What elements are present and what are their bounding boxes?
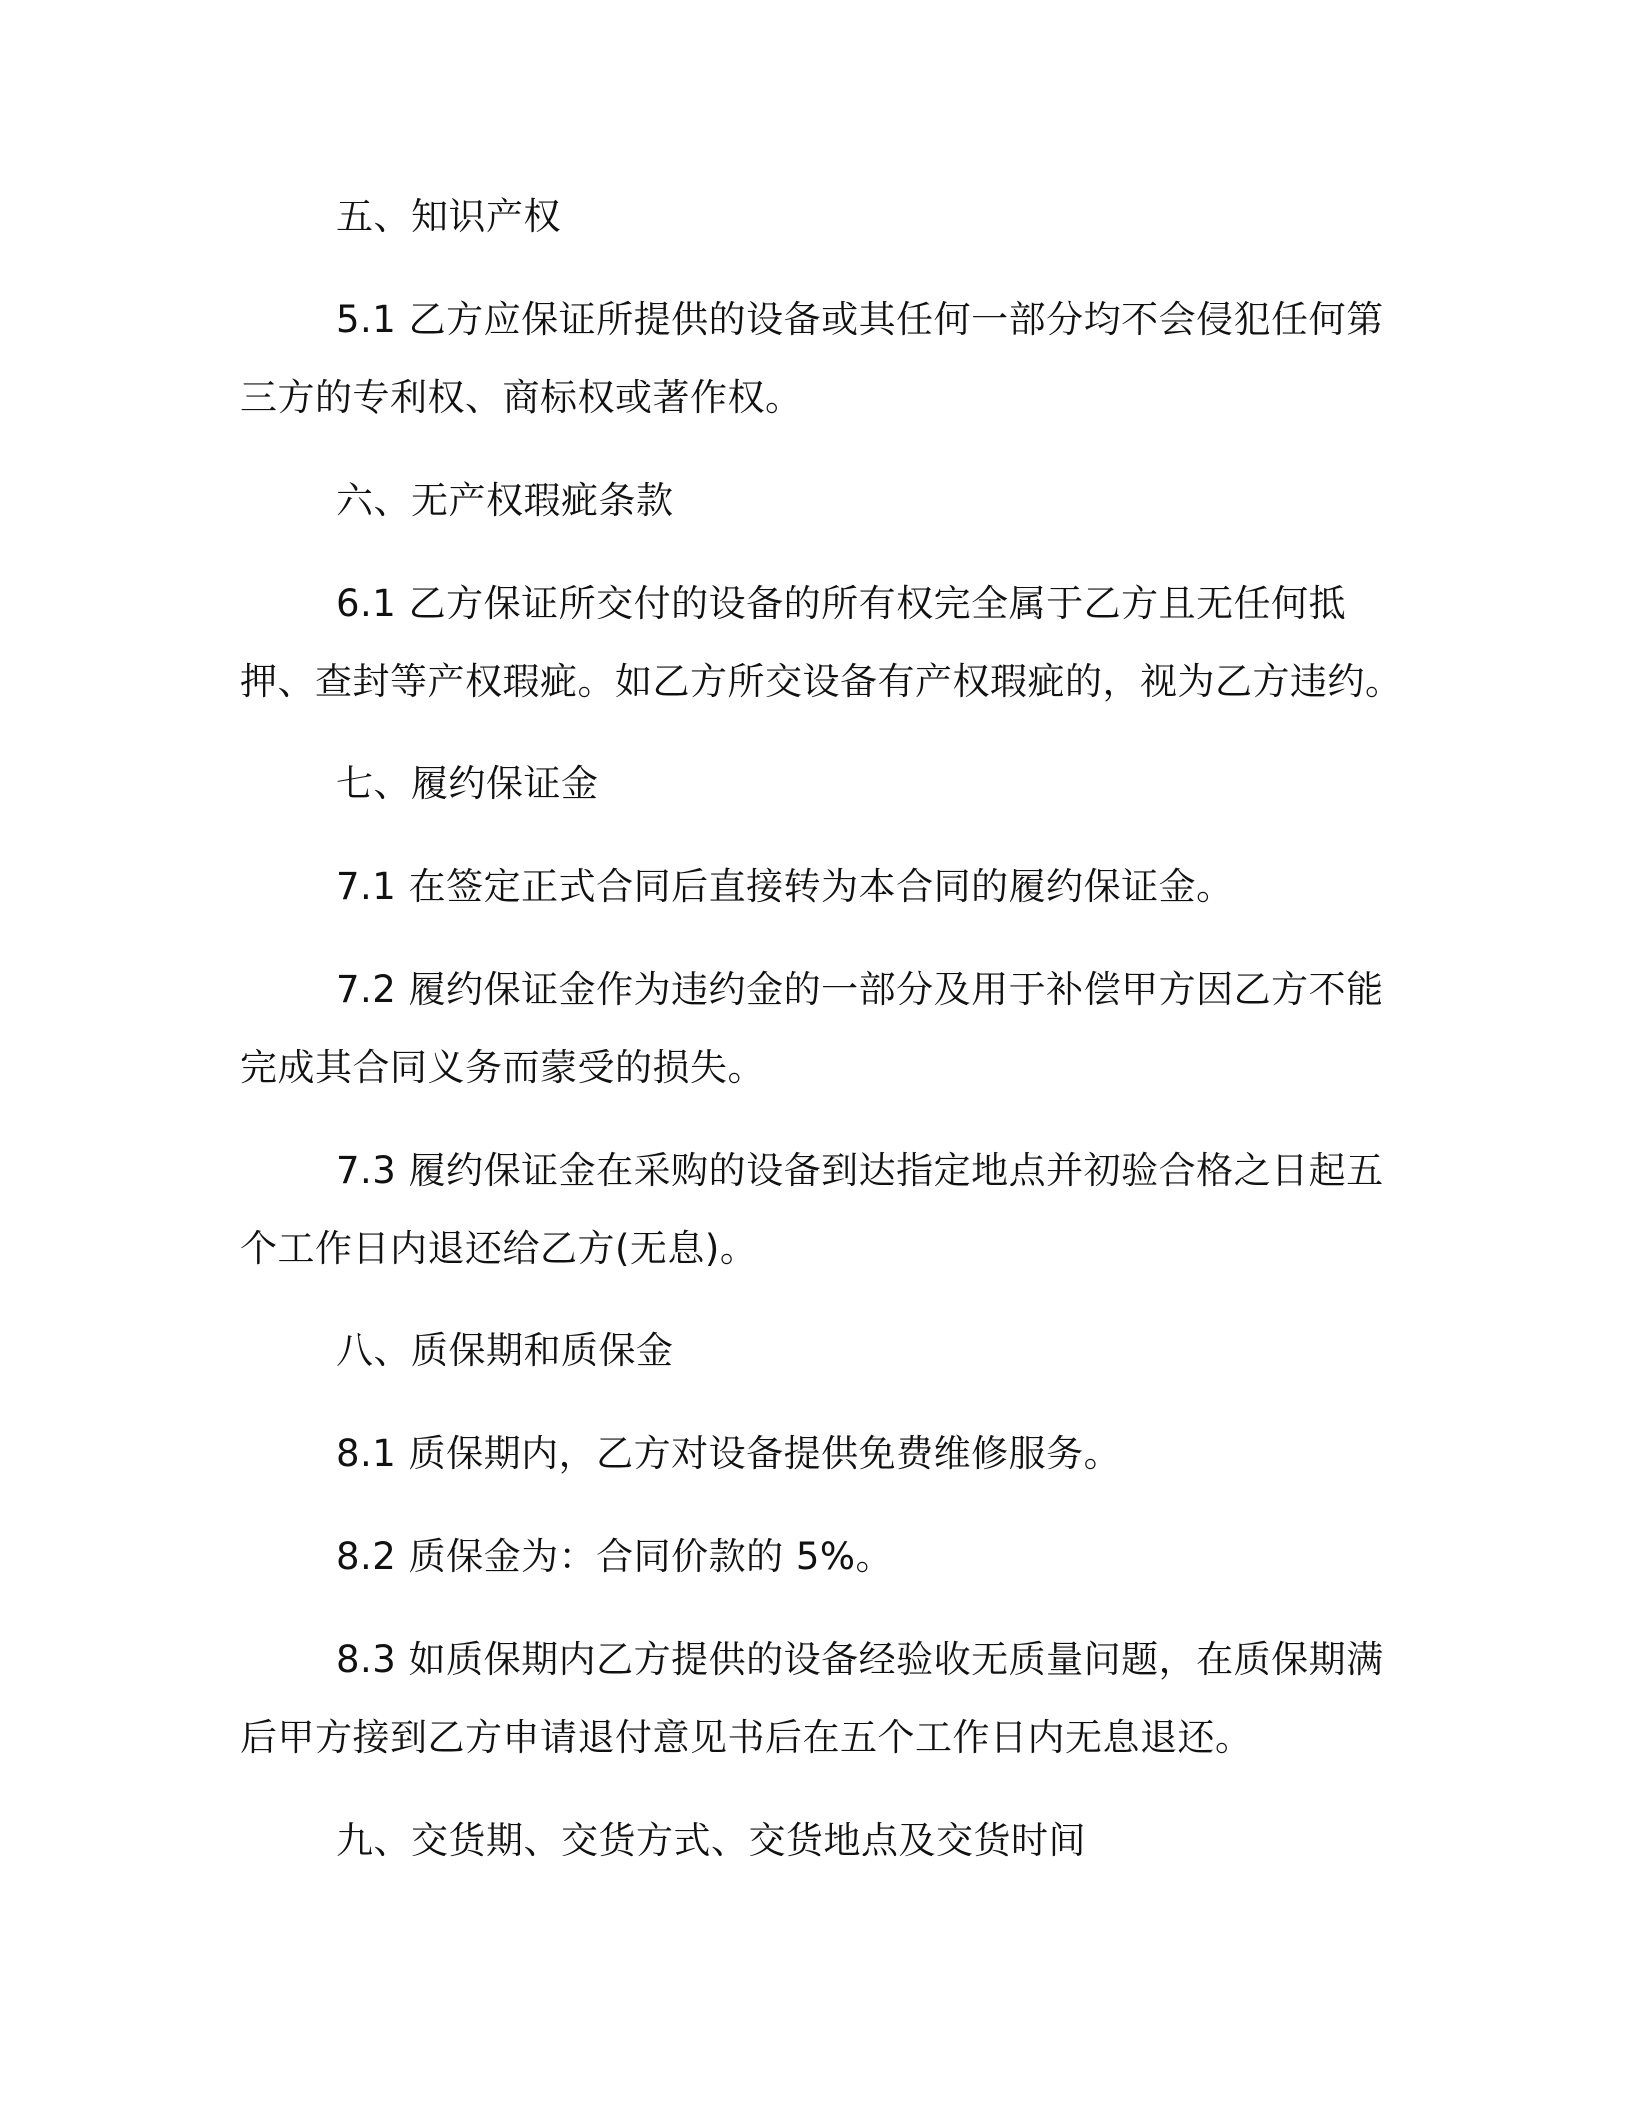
clause-7-3: 7.3 履约保证金在采购的设备到达指定地点并初验合格之日起五个工作日内退还给乙方(无息)。 xyxy=(240,1149,1384,1270)
section-heading-6: 六、无产权瑕疵条款 xyxy=(336,479,674,522)
clause-6-1: 6.1 乙方保证所交付的设备的所有权完全属于乙方且无任何抵押、查封等产权瑕疵。如乙方所交设备有产权瑕疵的，视为乙方违约。 xyxy=(240,582,1403,703)
clause-8-1: 8.1 质保期内，乙方对设备提供免费维修服务。 xyxy=(336,1432,1122,1475)
section-heading-8: 八、质保期和质保金 xyxy=(336,1329,674,1372)
clause-8-3: 8.3 如质保期内乙方提供的设备经验收无质量问题，在质保期满后甲方接到乙方申请退付意见书后在五个工作日内无息退还。 xyxy=(240,1638,1384,1759)
section-heading-9: 九、交货期、交货方式、交货地点及交货时间 xyxy=(336,1819,1086,1862)
clause-7-1: 7.1 在签定正式合同后直接转为本合同的履约保证金。 xyxy=(336,865,1234,908)
clause-5-1: 5.1 乙方应保证所提供的设备或其任何一部分均不会侵犯任何第三方的专利权、商标权或著作权。 xyxy=(240,298,1384,419)
section-heading-5: 五、知识产权 xyxy=(336,195,561,238)
clause-7-2: 7.2 履约保证金作为违约金的一部分及用于补偿甲方因乙方不能完成其合同义务而蒙受的损失。 xyxy=(240,968,1384,1089)
section-heading-7: 七、履约保证金 xyxy=(336,762,599,805)
clause-8-2: 8.2 质保金为：合同价款的 5%。 xyxy=(336,1535,894,1578)
